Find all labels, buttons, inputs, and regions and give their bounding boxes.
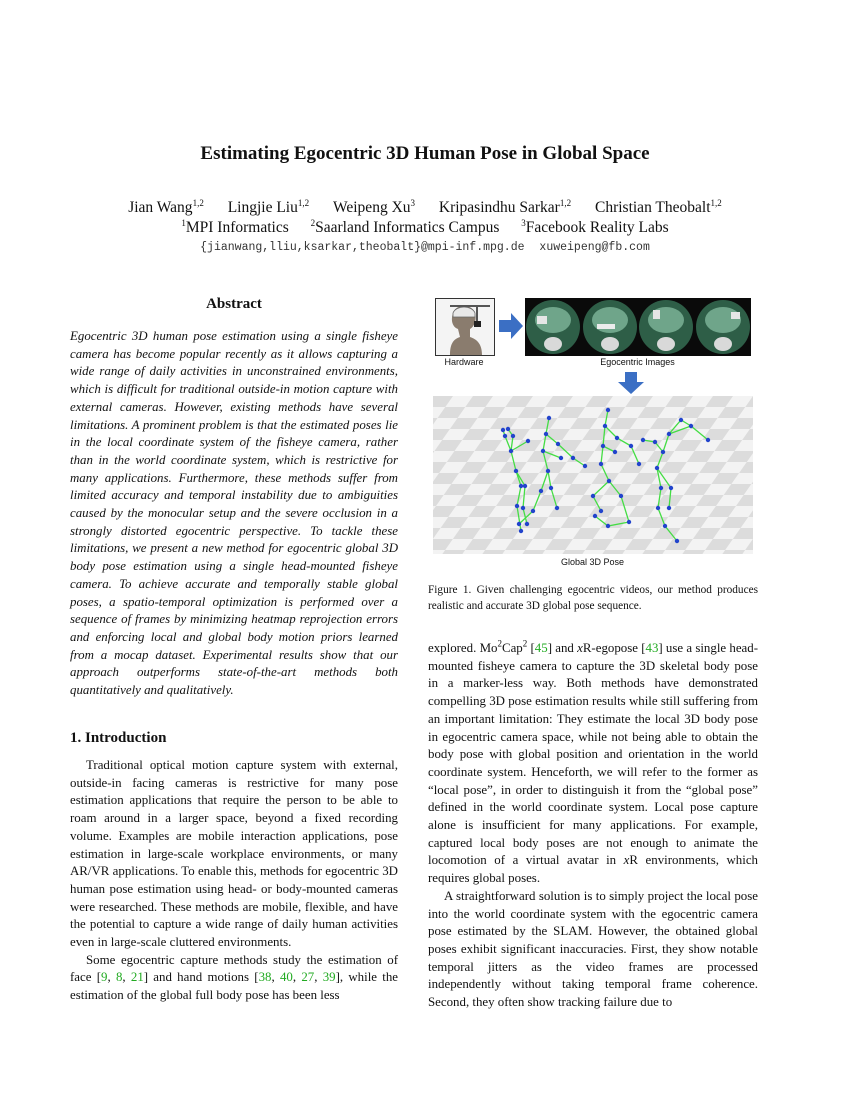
figure-caption: Figure 1. Given challenging egocentric videos, our method produces realistic and accurate 3D global pose sequence.	[428, 584, 758, 612]
introduction-body	[70, 757, 398, 1005]
paragraph: explored. Mo$^2$Cap$^2$ [45] and xR-egopose [43] use a single head-mounted fisheye camera to capture the 3D skeletal body pose in a marker-less way. Both methods have demonstrated compelling 3D pose estimation results while still suffering from an important limitation: They estimate the local 3D body pose in egocentric camera space, while not being able to obtain the body pose with global position and orientation in the world coordinate system. Henceforth, we will refer to the former as “local pose”, in order to distinguish it from the “global pose” defined in the world coordinate system. Local pose capture alone is insufficient for many applications. For example, captured local body poses are not enough to animate the locomotion of a virtual avatar in xR environments, which requires global poses.	[428, 638, 758, 886]
hardware-image	[435, 298, 495, 356]
right-column-body	[428, 640, 758, 1012]
abstract-text: Egocentric 3D human pose estimation using a single fisheye camera has become popular recently as it allows capturing a wide range of daily activities in unconstrained environments, which is difficult for traditional outside-in motion capture with external cameras. However, existing methods have several limitations. A prominent problem is that the estimated poses lie in the local coordinate system of the fisheye camera, rather than in the world coordinate system, which is restrictive for many applications. Furthermore, these methods suffer from limited accuracy and temporal instability due to ambiguities caused by the monocular setup and the severe occlusion in a strongly distorted egocentric perspective. To tackle these limitations, we present a new method for egocentric global 3D body pose estimation using a single head-mounted fisheye camera. To achieve accurate and temporally stable global poses, a spatio-temporal optimization is performed over a sequence of frames by minimizing heatmap reprojection errors and enforcing local and global body motion priors learned from a mocap dataset. Experimental results show that our approach outperforms state-of-the-art methods both quantitatively and qualitatively.	[70, 329, 398, 698]
affiliation: $^1$MPI Informatics	[181, 217, 289, 236]
author: Jian Wang$^{1,2}$	[128, 197, 204, 216]
citation-link[interactable]: 40	[279, 970, 293, 985]
fisheye-frame	[526, 300, 580, 354]
egocentric-image-strip	[525, 298, 751, 356]
abstract-heading: Abstract	[206, 296, 262, 312]
email: xuweipeng@fb.com	[539, 241, 650, 254]
fisheye-frame	[583, 300, 637, 354]
fisheye-frames	[525, 298, 751, 356]
citation-link[interactable]: 8	[115, 970, 123, 985]
affiliation-list	[0, 219, 850, 237]
citation-link[interactable]: 43	[645, 641, 659, 655]
citation-link[interactable]: 39	[322, 970, 336, 985]
author: Lingjie Liu$^{1,2}$	[227, 197, 310, 216]
paper-title: Estimating Egocentric 3D Human Pose in Global Space	[200, 143, 650, 164]
global-pose-scene	[433, 396, 753, 554]
paragraph: A straightforward solution is to simply project the local pose into the world coordinate system with the egocentric camera pose estimated by the SLAM. However, the obtained global poses exhibit significant inaccuracies. First, they show notable temporal jitters as the video frames are processed independently without taking temporal frame coherence. Second, they often show tracking failure due to	[428, 888, 758, 1010]
figure-label-hardware: Hardware	[444, 357, 484, 367]
section-heading-introduction: 1. Introduction	[70, 730, 167, 746]
head-mounted-camera-icon	[436, 299, 494, 355]
affiliation: $^3$Facebook Reality Labs	[521, 217, 669, 236]
citation-link[interactable]: 45	[534, 641, 548, 655]
author: Kripasindhu Sarkar$^{1,2}$	[438, 197, 572, 216]
affiliation: $^2$Saarland Informatics Campus	[310, 217, 500, 236]
author: Weipeng Xu$^3$	[332, 197, 416, 216]
checkerboard-floor	[433, 396, 753, 554]
author-emails	[0, 241, 850, 254]
arrow-right-icon	[499, 313, 523, 339]
citation-link[interactable]: 9	[101, 970, 108, 985]
paragraph: Traditional optical motion capture system with external, outside-in facing cameras is restrictive for many pose estimation applications that require the person to be able to roam around in a larger space, beyond a fixed recording volume. Examples are mobile interaction applications, pose estimation in large-scale workplace environments, or many AR/VR applications. To enable this, methods for egocentric 3D human pose estimation using head- or body-mounted cameras were researched. These methods are mobile, flexible, and have the potential to capture a wide range of daily human activities even in large-scale cluttered environments.	[70, 758, 398, 950]
email: {jianwang,lliu,ksarkar,theobalt}@mpi-inf.mpg.de	[200, 241, 525, 254]
citation-link[interactable]: 21	[130, 970, 144, 985]
author-list	[0, 199, 850, 217]
figure-label-egocentric: Egocentric Images	[600, 357, 675, 367]
citation-link[interactable]: 27	[301, 970, 315, 985]
fisheye-frame	[696, 300, 750, 354]
arrow-down-icon	[618, 372, 644, 394]
fisheye-frame	[639, 300, 693, 354]
paragraph: Some egocentric capture methods study the estimation of face [9, 8, 21] and hand motions [38, 40, 27, 39], while the estimation of the global full body pose has been less	[70, 952, 398, 1003]
citation-link[interactable]: 38	[258, 970, 272, 985]
figure-label-global-pose: Global 3D Pose	[560, 557, 625, 567]
author: Christian Theobalt$^{1,2}$	[594, 197, 722, 216]
